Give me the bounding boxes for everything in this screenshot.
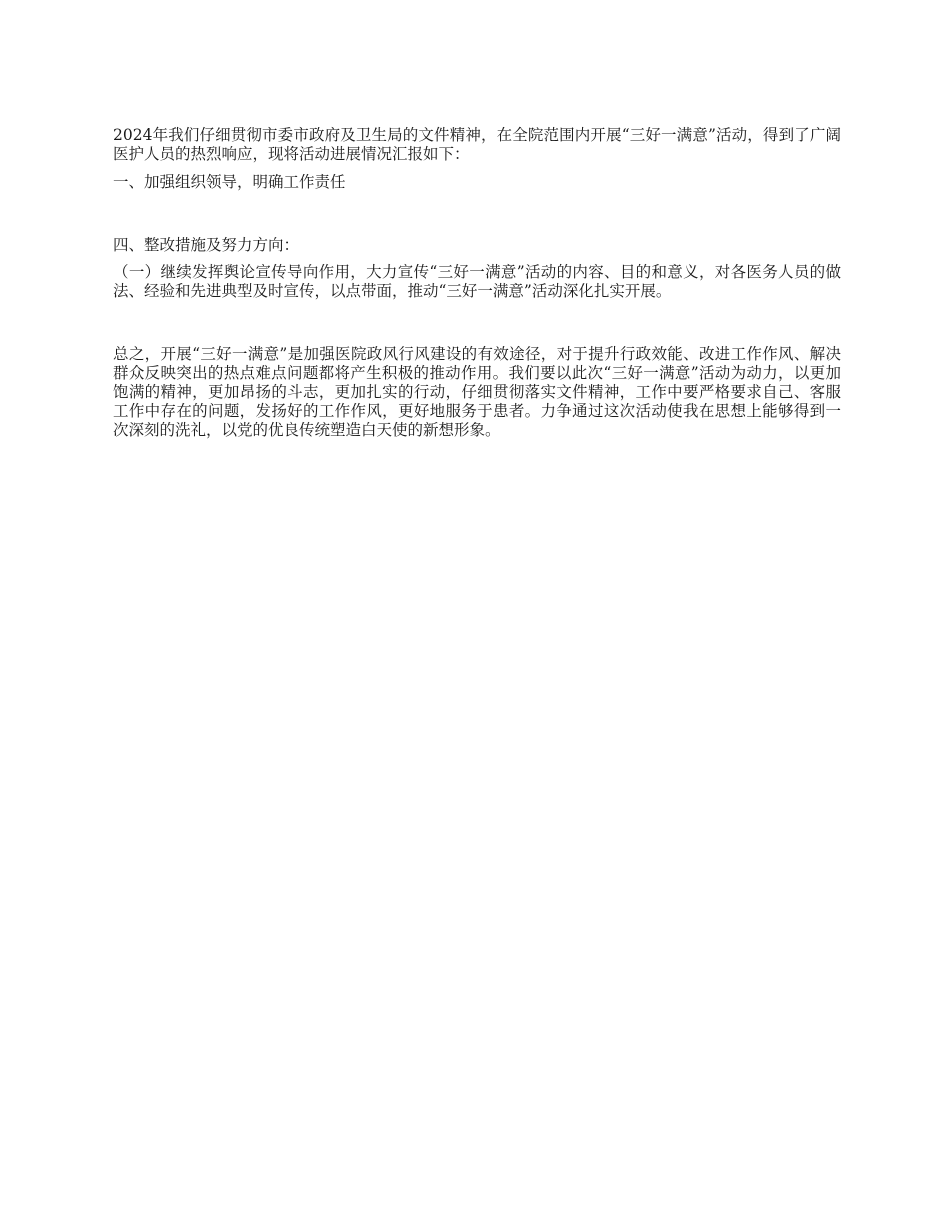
summary-paragraph: 总之，开展“三好一满意”是加强医院政风行风建设的有效途径，对于提升行政效能、改进工作作风、解决群众反映突出的热点难点问题都将产生积极的推动作用。我们要以此次“三好一满意”活动为动力，以更加饱满的精神，更加昂扬的斗志，更加扎实的行动，仔细贯彻落实文件精神，工作中要严格要求自己、客服工作中存在的问题，发扬好的工作作风，更好地服务于患者。力争通过这次活动使我在思想上能够得到一次深刻的洗礼，以党的优良传统塑造白天使的新想形象。 xyxy=(113,345,841,439)
section-heading-4: 四、整改措施及努力方向： xyxy=(113,236,300,254)
document-page xyxy=(113,126,841,440)
section-heading-1: 一、加强组织领导，明确工作责任 xyxy=(113,173,346,191)
measure-item-1: （一）继续发挥舆论宣传导向作用，大力宣传“三好一满意”活动的内容、目的和意义，对各医务人员的做法、经验和先进典型及时宣传，以点带面，推动“三好一满意”活动深化扎实开展。 xyxy=(113,263,841,300)
intro-paragraph: 2024年我们仔细贯彻市委市政府及卫生局的文件精神，在全院范围内开展“三好一满意”活动，得到了广阔医护人员的热烈响应，现将活动进展情况汇报如下： xyxy=(113,126,841,163)
